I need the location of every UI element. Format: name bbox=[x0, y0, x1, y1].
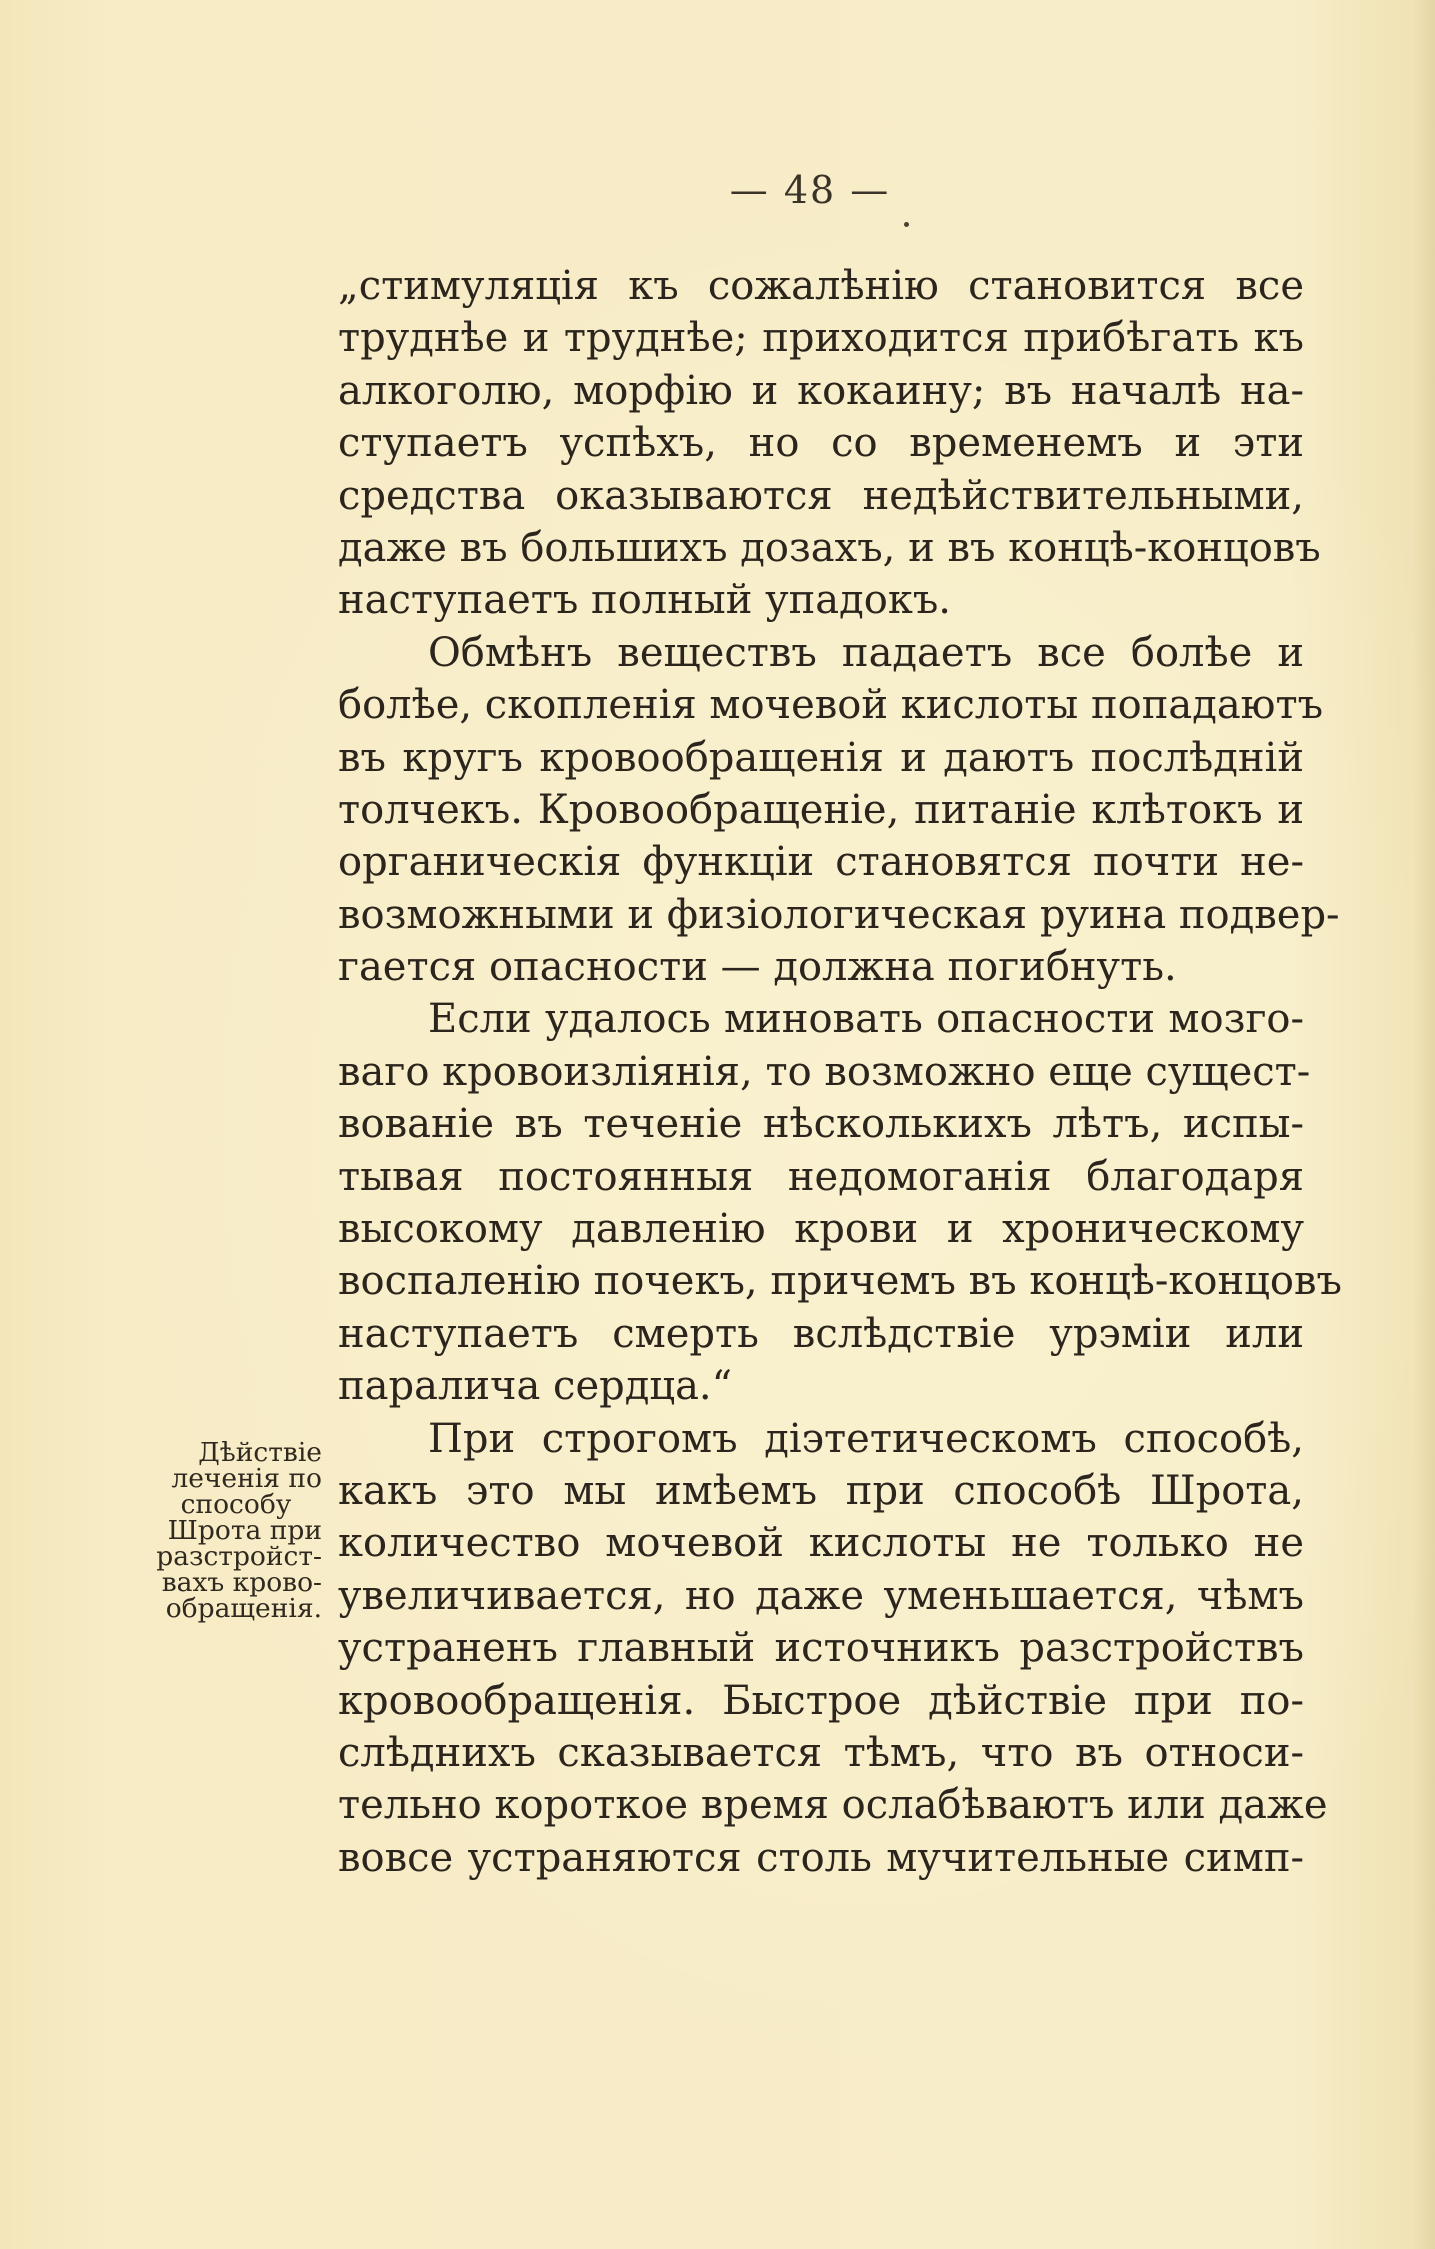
text-line: воспаленію почекъ, причемъ въ концѣ-концовъ bbox=[338, 1258, 1342, 1305]
text-line: труднѣе и труднѣе; приходится прибѣгать къ bbox=[338, 315, 1304, 362]
text-line: При строгомъ діэтетическомъ способѣ, bbox=[428, 1415, 1304, 1462]
text-line: ступаетъ успѣхъ, но со временемъ и эти bbox=[338, 420, 1304, 467]
text-line: „стимуляція къ сожалѣнію становится все bbox=[338, 263, 1304, 309]
text-line: Если удалось миновать опасности мозго- bbox=[428, 996, 1304, 1043]
text-line: вовсе устраняются столь мучительные симп- bbox=[338, 1834, 1304, 1881]
text-line: ваго кровоизліянія, то возможно еще сущест- bbox=[338, 1048, 1311, 1095]
text-line: возможными и физіологическая руина подвер- bbox=[338, 891, 1340, 938]
margin-line: разстройст- bbox=[156, 1541, 322, 1572]
margin-line: способу bbox=[180, 1489, 292, 1520]
text-line: въ кругъ кровообращенія и даютъ послѣдній bbox=[338, 734, 1304, 781]
text-line: увеличивается, но даже уменьшается, чѣмъ bbox=[338, 1572, 1304, 1619]
print-speck bbox=[904, 222, 909, 227]
marginal-note bbox=[150, 1437, 322, 1624]
text-line: алкоголю, морфію и кокаину; въ началѣ на- bbox=[338, 367, 1304, 414]
page-edge-shadow bbox=[1413, 0, 1435, 2249]
text-line: толчекъ. Кровообращеніе, питаніе клѣтокъ и bbox=[338, 786, 1304, 833]
text-line: Обмѣнъ веществъ падаетъ все болѣе и bbox=[428, 629, 1304, 676]
text-line: количество мочевой кислоты не только не bbox=[338, 1520, 1304, 1567]
page-number: — 48 — bbox=[729, 168, 891, 212]
text-line: тывая постоянныя недомоганія благодаря bbox=[338, 1153, 1304, 1200]
body-text bbox=[338, 260, 1342, 1884]
margin-line: Шрота при bbox=[167, 1515, 322, 1546]
text-line: высокому давленію крови и хроническому bbox=[338, 1206, 1304, 1253]
text-line: наступаетъ полный упадокъ. bbox=[338, 577, 951, 624]
text-line: устраненъ главный источникъ разстройствъ bbox=[338, 1625, 1304, 1672]
text-line: гается опасности — должна погибнуть. bbox=[338, 944, 1177, 991]
margin-line: обращенія. bbox=[165, 1593, 322, 1624]
text-line: паралича сердца.“ bbox=[338, 1363, 733, 1410]
margin-line: Дѣйствіе bbox=[198, 1437, 322, 1468]
margin-line: леченія по bbox=[171, 1463, 322, 1494]
text-line: наступаетъ смерть вслѣдствіе урэміи или bbox=[338, 1310, 1304, 1357]
text-line: органическія функціи становятся почти не- bbox=[338, 839, 1304, 886]
text-line: тельно короткое время ослабѣваютъ или даже bbox=[338, 1782, 1328, 1829]
text-line: кровообращенія. Быстрое дѣйствіе при по- bbox=[338, 1677, 1304, 1724]
text-line: слѣднихъ сказывается тѣмъ, что въ относи- bbox=[338, 1729, 1304, 1776]
text-line: даже въ большихъ дозахъ, и въ концѣ-концовъ bbox=[338, 524, 1321, 571]
text-line: вованіе въ теченіе нѣсколькихъ лѣтъ, испы- bbox=[338, 1101, 1304, 1148]
text-line: средства оказываются недѣйствительными, bbox=[338, 472, 1304, 519]
margin-line: вахъ крово- bbox=[161, 1567, 322, 1598]
text-line: болѣе, скопленія мочевой кислоты попадаютъ bbox=[338, 682, 1324, 729]
text-line: какъ это мы имѣемъ при способѣ Шрота, bbox=[338, 1467, 1304, 1514]
